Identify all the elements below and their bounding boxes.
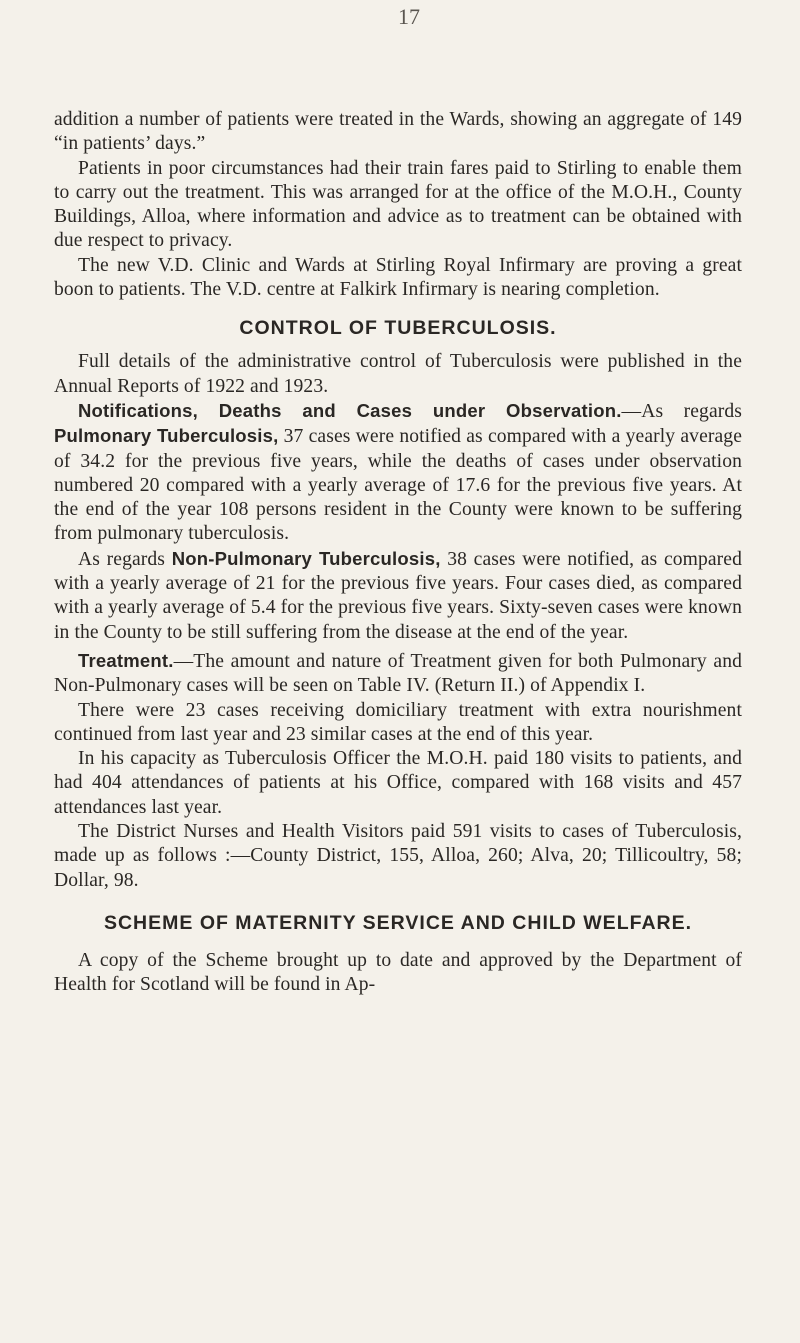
paragraph-vd-clinic: The new V.D. Clinic and Wards at Stirling Royal Infirmary are proving a great boon to patients. The V.D. centre at Falkirk Infirmary is nearing completion. <box>54 254 742 301</box>
non-pulmonary-text-b: 38 cases were notified, as compared with a yearly average of 21 for the previous five years. Four cases died, as compared with a yearly average of 5.4 for the previous five years. Sixty-seven cases were known in the County to be still suffering from the disease at the end of the year. <box>54 548 742 643</box>
paragraph-tb-officer-visits: In his capacity as Tuberculosis Officer the M.O.H. paid 180 visits to patients, and had 404 attendances of patients at his Office, compared with 168 visits and 457 attendances last year. <box>54 748 742 818</box>
non-pulmonary-text-a: As regards <box>78 548 172 570</box>
page-number: 17 <box>398 4 420 29</box>
label-pulmonary-tuberculosis: Pulmonary Tuberculosis, <box>54 425 279 447</box>
treatment-text: —The amount and nature of Treatment given for both Pulmonary and Non-Pulmonary cases will be seen on Table IV. (Return II.) of Appendix I. <box>54 650 742 697</box>
notifications-text-a: —As regards <box>621 400 742 422</box>
label-non-pulmonary-tuberculosis: Non-Pulmonary Tuberculosis, <box>171 547 441 569</box>
heading-control-of-tuberculosis: CONTROL OF TUBERCULOSIS. <box>239 317 557 340</box>
paragraph-treatment <box>54 649 742 699</box>
paragraph-non-pulmonary <box>54 547 742 645</box>
paragraph-train-fares: Patients in poor circumstances had their train fares paid to Stirling to enable them to carry out the treatment. This was arranged for at the office of the M.O.H., County Buildings, Alloa, where information and advice as to treatment can be obtained with due respect to privacy. <box>54 157 742 252</box>
paragraph-maternity-scheme: A copy of the Scheme brought up to date and approved by the Department of Health for Scotland will be found in Ap- <box>54 949 742 996</box>
paragraph-continuation: addition a number of patients were treated in the Wards, showing an aggregate of 149 “in patients’ days.” <box>54 109 742 155</box>
paragraph-tb-intro: Full details of the administrative control of Tuberculosis were published in the Annual Reports of 1922 and 1923. <box>54 351 742 397</box>
body-text <box>54 108 742 998</box>
paragraph-nurses-visits: The District Nurses and Health Visitors paid 591 visits to cases of Tuberculosis, made up as follows :—County District, 155, Alloa, 260; Alva, 20; Tillicoultry, 58; Dollar, 98. <box>54 821 742 891</box>
run-in-notifications: Notifications, Deaths and Cases under Observation. <box>78 399 622 421</box>
notifications-text-b: 37 cases were notified as compared with a yearly average of 34.2 for the previous five years, while the deaths of cases under observation numbered 20 compared with a yearly average of 17.6 for the previous five years. At the end of the year 108 persons resident in the County were known to be suffering from pulmonary tuberculosis. <box>54 426 742 545</box>
paragraph-domiciliary: There were 23 cases receiving domiciliary treatment with extra nourishment continued from last year and 23 similar cases at the end of this year. <box>54 699 742 745</box>
run-in-treatment: Treatment. <box>78 649 174 671</box>
heading-maternity-service: SCHEME OF MATERNITY SERVICE AND CHILD WELFARE. <box>103 911 693 934</box>
paragraph-notifications <box>54 399 742 547</box>
